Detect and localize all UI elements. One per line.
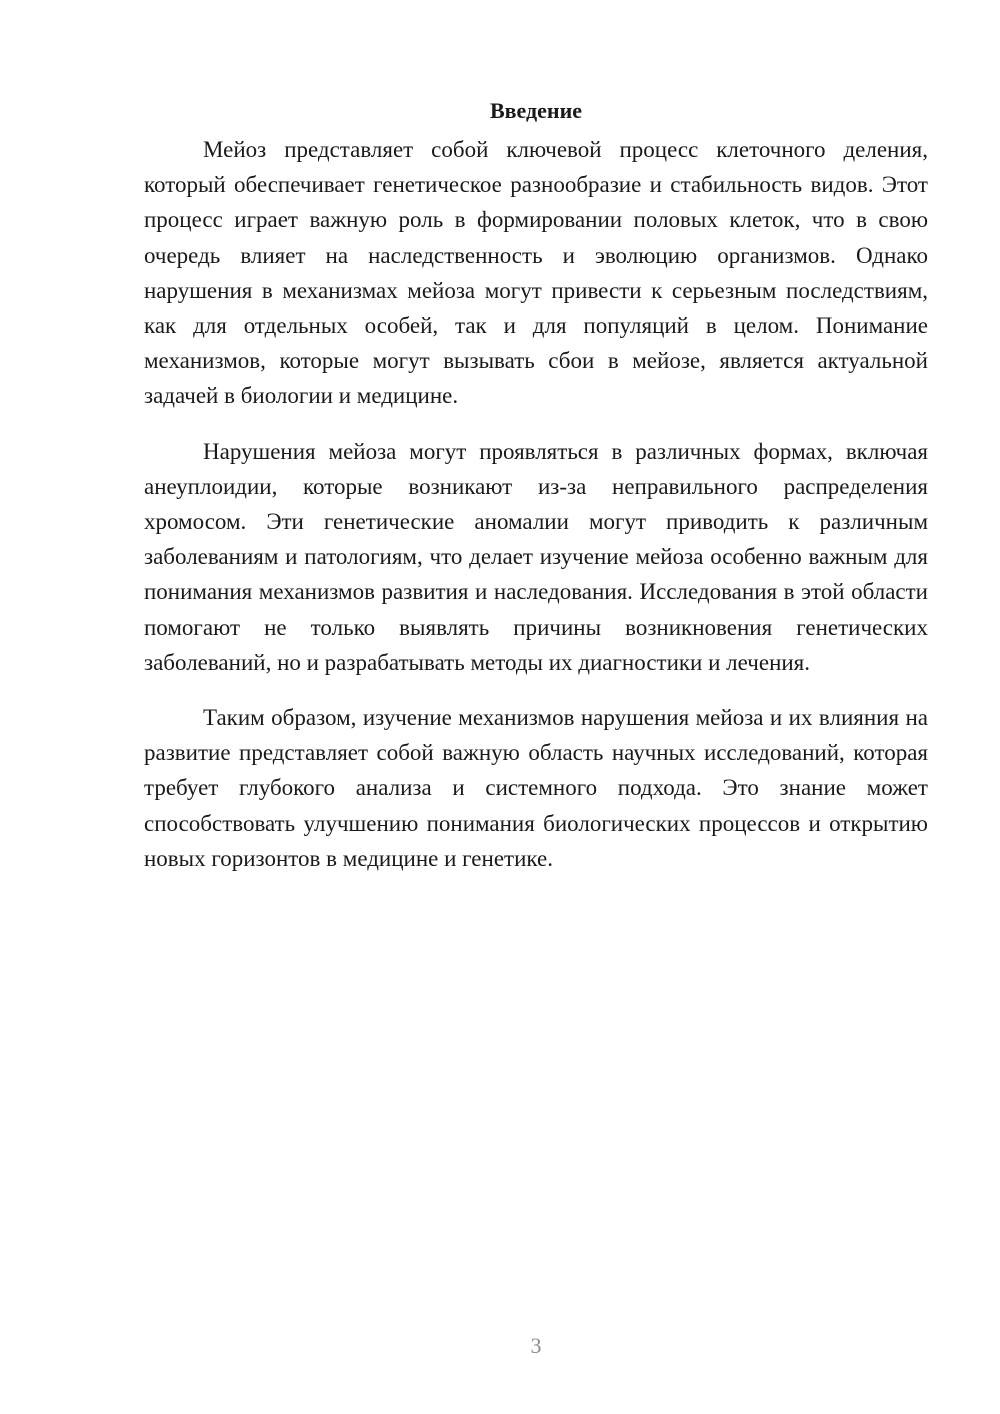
paragraph-1: Мейоз представляет собой ключевой процесс клеточного деления, который обеспечивает генетическое разнообразие и стабильность видов. Этот процесс играет важную роль в формировании половых клеток, что в свою очередь влияет на наследственность и эволюцию организмов. Однако нарушения в механизмах мейоза могут привести к серьезным последствиям, как для отдельных особей, так и для популяций в целом. Понимание механизмов, которые могут вызывать сбои в мейозе, является актуальной задачей в биологии и медицине. — [144, 137, 928, 409]
page-content — [144, 94, 928, 896]
section-heading: Введение — [489, 98, 583, 123]
page-number: 3 — [530, 1333, 542, 1358]
paragraph-2: Нарушения мейоза могут проявляться в различных формах, включая анеуплоидии, которые возникают из-за неправильного распределения хромосом. Эти генетические аномалии могут приводить к различным заболеваниям и патологиям, что делает изучение мейоза особенно важным для понимания механизмов развития и наследования. Исследования в этой области помогают не только выявлять причины возникновения генетических заболеваний, но и разрабатывать методы их диагностики и лечения. — [144, 438, 928, 675]
paragraph-3: Таким образом, изучение механизмов нарушения мейоза и их влияния на развитие представляет собой важную область научных исследований, которая требует глубокого анализа и системного подхода. Это знание может способствовать улучшению понимания биологических процессов и открытию новых горизонтов в медицине и генетике. — [144, 705, 928, 871]
